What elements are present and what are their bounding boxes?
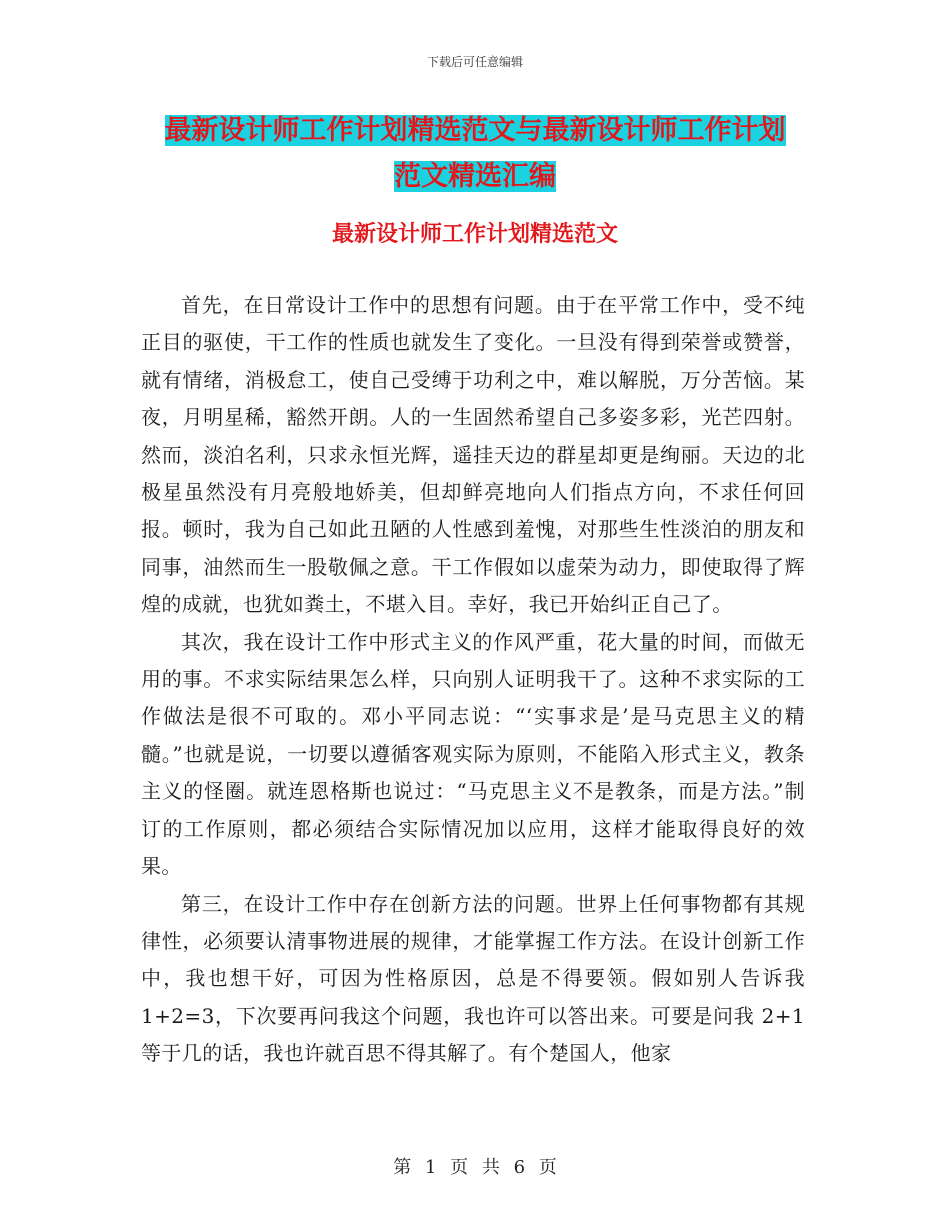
paragraph-3: 第三，在设计工作中存在创新方法的问题。世界上任何事物都有其规律性，必须要认清事物进展的规律，才能掌握工作方法。在设计创新工作中，我也想干好，可因为性格原因，总是不得要领。假如别人告诉我 1+2=3，下次要再问我这个问题，我也许可以答出来。可要是问我 2+1 等于几的话，我也许就百思不得其解了。有个楚国人，他家: [141, 891, 805, 1066]
page-footer: 第 1 页 共 6 页: [393, 1157, 557, 1178]
paragraph-2: 其次，我在设计工作中形式主义的作风严重，花大量的时间，而做无用的事。不求实际结果怎么样，只向别人证明我干了。这种不求实际的工作做法是很不可取的。邓小平同志说：“‘实事求是’是马克思主义的精髓。”也就是说，一切要以遵循客观实际为原则，不能陷入形式主义，教条主义的怪圈。就连恩格斯也说过：“马克思主义不是教条，而是方法。”制订的工作原则，都必须结合实际情况加以应用，这样才能取得良好的效果。: [141, 629, 805, 879]
document-title-line-1: 最新设计师工作计划精选范文与最新设计师工作计划: [164, 115, 786, 146]
section-title: 最新设计师工作计划精选范文: [331, 222, 618, 247]
header-note: 下载后可任意编辑: [426, 55, 523, 69]
document-title: [140, 108, 810, 200]
document-title-line-2: 范文精选汇编: [394, 161, 556, 192]
paragraph-1: 首先，在日常设计工作中的思想有问题。由于在平常工作中，受不纯正目的驱使，干工作的性质也就发生了变化。一旦没有得到荣誉或赞誉，就有情绪，消极怠工，使自己受缚于功利之中，难以解脱，万分苦恼。某夜，月明星稀，豁然开朗。人的一生固然希望自己多姿多彩，光芒四射。然而，淡泊名利，只求永恒光辉，遥挂天边的群星却更是绚丽。天边的北极星虽然没有月亮般地娇美，但却鲜亮地向人们指点方向，不求任何回报。顿时，我为自己如此丑陋的人性感到羞愧，对那些生性淡泊的朋友和同事，油然而生一股敬佩之意。干工作假如以虚荣为动力，即使取得了辉煌的成就，也犹如粪土，不堪入目。幸好，我已开始纠正自己了。: [141, 293, 805, 617]
document-body: [141, 287, 805, 1073]
